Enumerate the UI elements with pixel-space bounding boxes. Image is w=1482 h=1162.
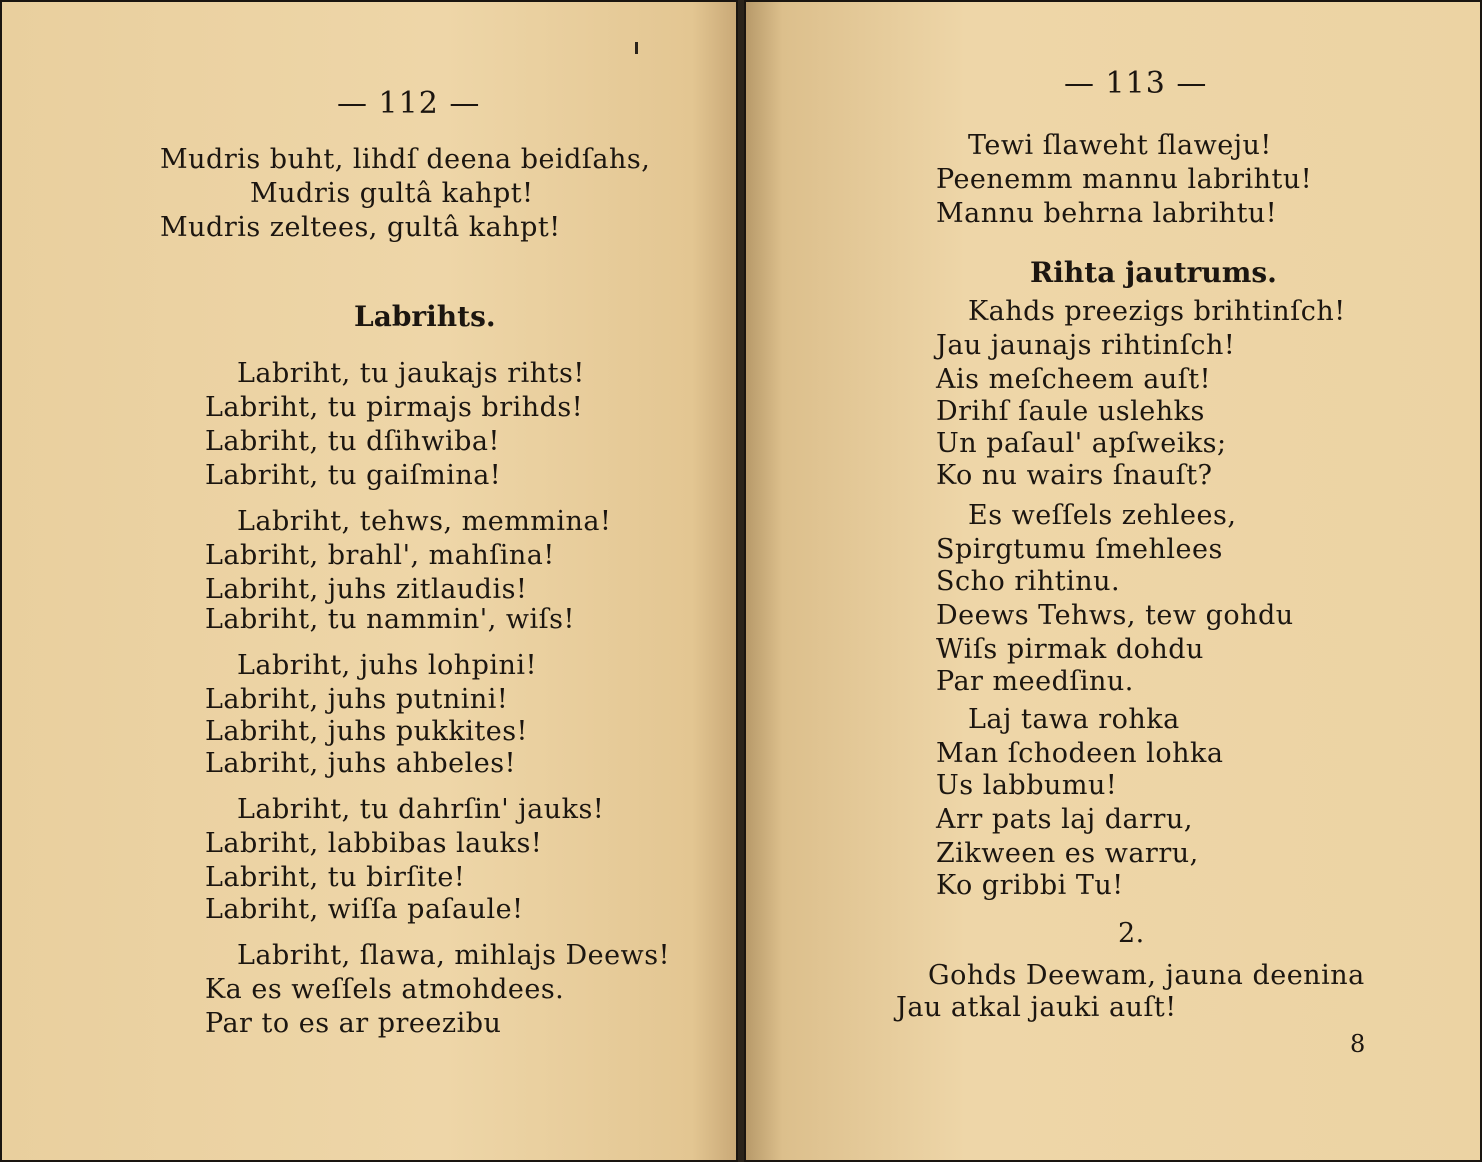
poem-line: Labriht, juhs ahbeles! (205, 748, 516, 779)
poem-line: Ko gribbi Tu! (936, 870, 1124, 901)
poem-line: Labriht, tu birſite! (205, 862, 466, 893)
poem-line: Un paſaul' apſweiks; (936, 428, 1227, 459)
poem-line: Gohds Deewam, jauna deenina (928, 960, 1365, 991)
poem-line: Labriht, juhs zitlaudis! (205, 574, 528, 605)
poem-line: Par to es ar preezibu (205, 1008, 502, 1039)
poem-line: Labriht, tu pirmajs brihds! (205, 392, 584, 423)
poem-line: Labriht, tu gaiſmina! (205, 460, 502, 491)
poem-line: Labriht, wiſſa paſaule! (205, 894, 524, 925)
poem-title: Rihta jautrums. (1030, 256, 1277, 289)
poem-line: Arr pats laj darru, (936, 804, 1193, 835)
poem-title: Labrihts. (354, 300, 496, 333)
poem-line: Labriht, ſlawa, mihlajs Deews! (237, 940, 670, 971)
ink-speck (635, 42, 638, 54)
poem-line: Labriht, tehws, memmina! (237, 506, 612, 537)
poem-line: Laj tawa rohka (968, 704, 1180, 735)
poem-line: Drihſ ſaule uslehks (936, 396, 1205, 427)
poem-line: Us labbumu! (936, 770, 1118, 801)
poem-line: Mudris gultâ kahpt! (250, 178, 534, 209)
poem-line: Scho rihtinu. (936, 566, 1121, 597)
poem-line: Wiſs pirmak dohdu (936, 634, 1204, 665)
poem-line: Es weſſels zehlees, (968, 500, 1237, 531)
poem-line: Zikween es warru, (936, 838, 1199, 869)
poem-line: Labriht, brahl', mahſina! (205, 540, 555, 571)
poem-line: Jau jaunajs rihtinſch! (936, 330, 1236, 361)
poem-line: Labriht, juhs lohpini! (237, 650, 537, 681)
poem-line: Labriht, juhs putnini! (205, 684, 509, 715)
left-page (0, 0, 738, 1162)
poem-line: Labriht, tu jaukajs rihts! (237, 358, 585, 389)
poem-line: Jau atkal jauki auſt! (896, 992, 1177, 1023)
page-number: — 113 — (1064, 66, 1208, 101)
poem-line: Labriht, labbibas lauks! (205, 828, 543, 859)
signature-mark: 8 (1350, 1030, 1366, 1058)
poem-line: Ko nu wairs ſnauſt? (936, 460, 1213, 491)
section-number: 2. (1118, 918, 1145, 949)
poem-line: Peenemm mannu labrihtu! (936, 164, 1313, 195)
poem-line: Man ſchodeen lohka (936, 738, 1224, 769)
poem-line: Labriht, tu dahrſin' jauks! (237, 794, 605, 825)
poem-line: Par meedſinu. (936, 666, 1134, 697)
poem-line: Mudris buht, lihdſ deena beidſahs, (160, 144, 651, 175)
right-page (744, 0, 1482, 1162)
poem-line: Mudris zeltees, gultâ kahpt! (160, 212, 561, 243)
poem-line: Spirgtumu ſmehlees (936, 534, 1223, 565)
page-number: — 112 — (337, 86, 481, 121)
poem-line: Deews Tehws, tew gohdu (936, 600, 1294, 631)
poem-line: Ais meſcheem auſt! (936, 364, 1211, 395)
poem-line: Tewi ſlaweht ſlaweju! (968, 130, 1272, 161)
poem-line: Mannu behrna labrihtu! (936, 198, 1278, 229)
poem-line: Labriht, juhs pukkites! (205, 716, 528, 747)
poem-line: Kahds preezigs brihtinſch! (968, 296, 1346, 327)
poem-line: Labriht, tu dſihwiba! (205, 426, 500, 457)
poem-line: Ka es weſſels atmohdees. (205, 974, 565, 1005)
poem-line: Labriht, tu nammin', wiſs! (205, 604, 575, 635)
